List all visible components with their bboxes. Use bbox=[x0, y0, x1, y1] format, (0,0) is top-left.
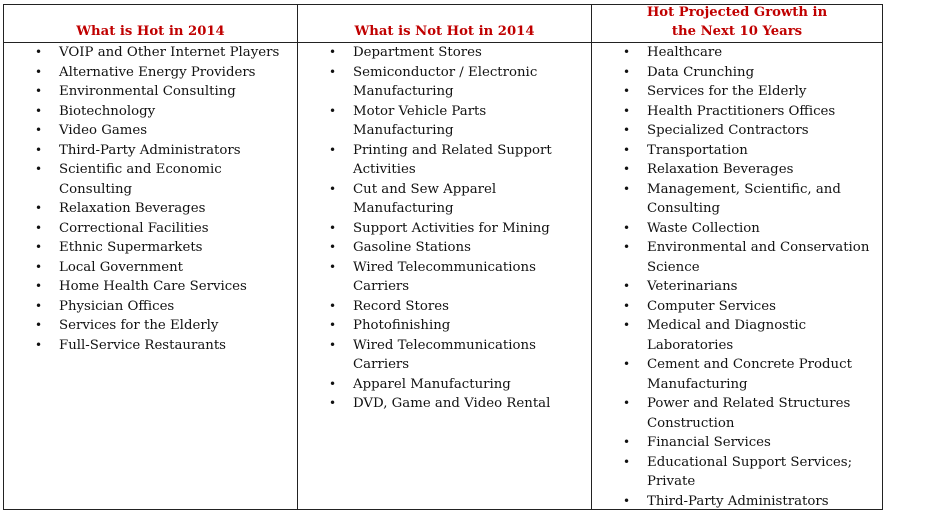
list-item-text: Computer Services bbox=[647, 298, 776, 314]
bullet-icon: • bbox=[329, 64, 337, 79]
bullet-icon: • bbox=[623, 396, 631, 410]
bullet-icon: • bbox=[623, 181, 631, 196]
bullet-icon: • bbox=[623, 493, 631, 508]
list-item bbox=[592, 277, 882, 297]
list-hot-2014 bbox=[4, 43, 297, 355]
list-item bbox=[592, 43, 882, 63]
list-item-text: Ethnic Supermarkets bbox=[59, 240, 203, 255]
list-item-text: Relaxation Beverages bbox=[647, 162, 794, 177]
list-not-hot-2014 bbox=[298, 43, 591, 414]
list-item bbox=[592, 316, 882, 355]
bullet-icon: • bbox=[623, 64, 631, 79]
list-item bbox=[4, 43, 297, 63]
bullet-icon: • bbox=[35, 64, 43, 79]
list-item bbox=[4, 336, 297, 356]
bullet-icon: • bbox=[329, 396, 337, 410]
list-item-text: Data Crunching bbox=[647, 64, 755, 80]
header-projected-growth-line2: the Next 10 Years bbox=[671, 24, 803, 39]
bullet-icon: • bbox=[35, 318, 43, 332]
bullet-icon: • bbox=[35, 279, 43, 293]
bullet-icon: • bbox=[623, 123, 631, 137]
list-item bbox=[592, 121, 882, 141]
bullet-icon: • bbox=[623, 162, 631, 176]
bullet-icon: • bbox=[623, 279, 631, 293]
list-item bbox=[298, 43, 591, 63]
list-item bbox=[592, 433, 882, 453]
bullet-icon: • bbox=[35, 45, 43, 59]
list-item bbox=[298, 336, 591, 375]
list-item bbox=[592, 238, 882, 277]
bullet-icon: • bbox=[35, 201, 43, 215]
list-item bbox=[592, 355, 882, 394]
bullet-icon: • bbox=[329, 142, 337, 157]
list-item bbox=[592, 180, 882, 219]
list-item-text: Alternative Energy Providers bbox=[59, 64, 256, 80]
list-item-text: Biotechnology bbox=[59, 103, 156, 119]
list-item-text: Veterinarians bbox=[647, 279, 738, 294]
list-item bbox=[592, 297, 882, 317]
list-item-text: Financial Services bbox=[647, 435, 771, 450]
list-item-text: Apparel Manufacturing bbox=[353, 376, 511, 392]
header-hot-2014 bbox=[4, 5, 297, 42]
list-item-text: Healthcare bbox=[647, 45, 723, 60]
list-item-text: VOIP and Other Internet Players bbox=[59, 45, 280, 60]
list-item-text: Semiconductor / Electronic Manufacturing bbox=[353, 64, 538, 99]
list-item bbox=[4, 82, 297, 102]
list-item-text: Services for the Elderly bbox=[647, 84, 807, 99]
list-item-text: Management, Scientific, and Consulting bbox=[647, 181, 841, 216]
list-item-text: DVD, Game and Video Rental bbox=[353, 396, 551, 411]
list-item bbox=[4, 102, 297, 122]
list-item-text: Third-Party Administrators bbox=[59, 142, 241, 158]
header-projected-growth-line1: Hot Projected Growth in bbox=[646, 5, 828, 20]
list-item bbox=[4, 141, 297, 161]
bullet-icon: • bbox=[35, 84, 43, 98]
list-item bbox=[298, 394, 591, 414]
list-item bbox=[4, 297, 297, 317]
list-item bbox=[298, 102, 591, 141]
list-item-text: Power and Related Structures Construction bbox=[647, 396, 851, 431]
list-item-text: Motor Vehicle Parts Manufacturing bbox=[353, 103, 487, 138]
list-item bbox=[592, 394, 882, 433]
column-not-hot-2014 bbox=[298, 43, 591, 509]
list-item-text: Wired Telecommunications Carriers bbox=[353, 259, 536, 294]
list-item-text: Support Activities for Mining bbox=[353, 220, 550, 236]
list-item bbox=[592, 82, 882, 102]
list-item bbox=[298, 63, 591, 102]
list-item-text: Health Practitioners Offices bbox=[647, 103, 836, 119]
bullet-icon: • bbox=[35, 103, 43, 118]
list-item bbox=[4, 160, 297, 199]
bullet-icon: • bbox=[35, 240, 43, 254]
list-item bbox=[592, 453, 882, 492]
list-item-text: Cut and Sew Apparel Manufacturing bbox=[353, 181, 497, 216]
bullet-icon: • bbox=[329, 337, 337, 352]
industry-table bbox=[3, 4, 883, 510]
list-item-text: Printing and Related Support Activities bbox=[353, 142, 552, 177]
list-item-text: Photofinishing bbox=[353, 318, 451, 333]
header-not-hot-2014 bbox=[298, 5, 591, 42]
list-item-text: Correctional Facilities bbox=[59, 220, 209, 236]
list-item-text: Medical and Diagnostic Laboratories bbox=[647, 318, 807, 353]
list-item-text: Services for the Elderly bbox=[59, 318, 219, 333]
list-item-text: Local Government bbox=[59, 259, 184, 275]
bullet-icon: • bbox=[35, 337, 43, 352]
bullet-icon: • bbox=[329, 220, 337, 235]
list-item-text: Relaxation Beverages bbox=[59, 201, 206, 216]
list-item bbox=[4, 238, 297, 258]
list-item bbox=[4, 219, 297, 239]
bullet-icon: • bbox=[623, 435, 631, 449]
bullet-icon: • bbox=[623, 240, 631, 254]
list-projected-growth bbox=[592, 43, 882, 511]
bullet-icon: • bbox=[35, 142, 43, 157]
list-item bbox=[298, 141, 591, 180]
bullet-icon: • bbox=[623, 103, 631, 118]
list-item-text: Specialized Contractors bbox=[647, 123, 809, 138]
list-item-text: Wired Telecommunications Carriers bbox=[353, 337, 536, 372]
list-item bbox=[592, 141, 882, 161]
bullet-icon: • bbox=[623, 84, 631, 98]
bullet-icon: • bbox=[329, 259, 337, 274]
bullet-icon: • bbox=[623, 220, 631, 235]
header-projected-growth bbox=[592, 5, 882, 42]
list-item bbox=[298, 375, 591, 395]
bullet-icon: • bbox=[35, 162, 43, 176]
bullet-icon: • bbox=[329, 318, 337, 332]
bullet-icon: • bbox=[329, 45, 337, 59]
header-hot-2014-text: What is Hot in 2014 bbox=[76, 24, 225, 39]
bullet-icon: • bbox=[623, 45, 631, 59]
list-item bbox=[298, 316, 591, 336]
list-item bbox=[4, 199, 297, 219]
column-projected-growth bbox=[592, 43, 882, 509]
list-item-text: Home Health Care Services bbox=[59, 279, 247, 294]
list-item bbox=[592, 63, 882, 83]
bullet-icon: • bbox=[35, 259, 43, 274]
list-item-text: Environmental and Conservation Science bbox=[647, 240, 870, 275]
list-item-text: Cement and Concrete Product Manufacturing bbox=[647, 357, 852, 392]
bullet-icon: • bbox=[329, 376, 337, 391]
bullet-icon: • bbox=[329, 240, 337, 254]
list-item-text: Physician Offices bbox=[59, 298, 175, 314]
list-item bbox=[4, 316, 297, 336]
bullet-icon: • bbox=[623, 318, 631, 332]
list-item-text: Waste Collection bbox=[647, 220, 760, 236]
bullet-icon: • bbox=[35, 298, 43, 313]
column-hot-2014 bbox=[4, 43, 297, 509]
list-item bbox=[592, 219, 882, 239]
list-item bbox=[4, 63, 297, 83]
list-item-text: Video Games bbox=[59, 123, 148, 138]
list-item bbox=[592, 160, 882, 180]
list-item-text: Full-Service Restaurants bbox=[59, 337, 226, 353]
list-item-text: Department Stores bbox=[353, 45, 482, 60]
bullet-icon: • bbox=[35, 220, 43, 235]
header-not-hot-2014-text: What is Not Hot in 2014 bbox=[354, 24, 535, 39]
list-item bbox=[592, 492, 882, 512]
bullet-icon: • bbox=[329, 298, 337, 313]
bullet-icon: • bbox=[623, 142, 631, 157]
list-item bbox=[298, 180, 591, 219]
list-item-text: Third-Party Administrators bbox=[647, 493, 829, 509]
list-item-text: Educational Support Services; Private bbox=[647, 454, 853, 489]
list-item bbox=[298, 219, 591, 239]
bullet-icon: • bbox=[623, 454, 631, 469]
list-item bbox=[4, 258, 297, 278]
bullet-icon: • bbox=[35, 123, 43, 137]
list-item bbox=[4, 277, 297, 297]
list-item bbox=[298, 297, 591, 317]
list-item-text: Transportation bbox=[647, 142, 748, 158]
bullet-icon: • bbox=[623, 357, 631, 371]
list-item bbox=[592, 102, 882, 122]
bullet-icon: • bbox=[329, 181, 337, 196]
list-item bbox=[298, 258, 591, 297]
list-item-text: Record Stores bbox=[353, 298, 449, 314]
bullet-icon: • bbox=[623, 298, 631, 313]
list-item bbox=[298, 238, 591, 258]
bullet-icon: • bbox=[329, 103, 337, 118]
list-item-text: Gasoline Stations bbox=[353, 240, 471, 255]
list-item bbox=[4, 121, 297, 141]
list-item-text: Scientific and Economic Consulting bbox=[59, 162, 222, 197]
list-item-text: Environmental Consulting bbox=[59, 84, 236, 99]
